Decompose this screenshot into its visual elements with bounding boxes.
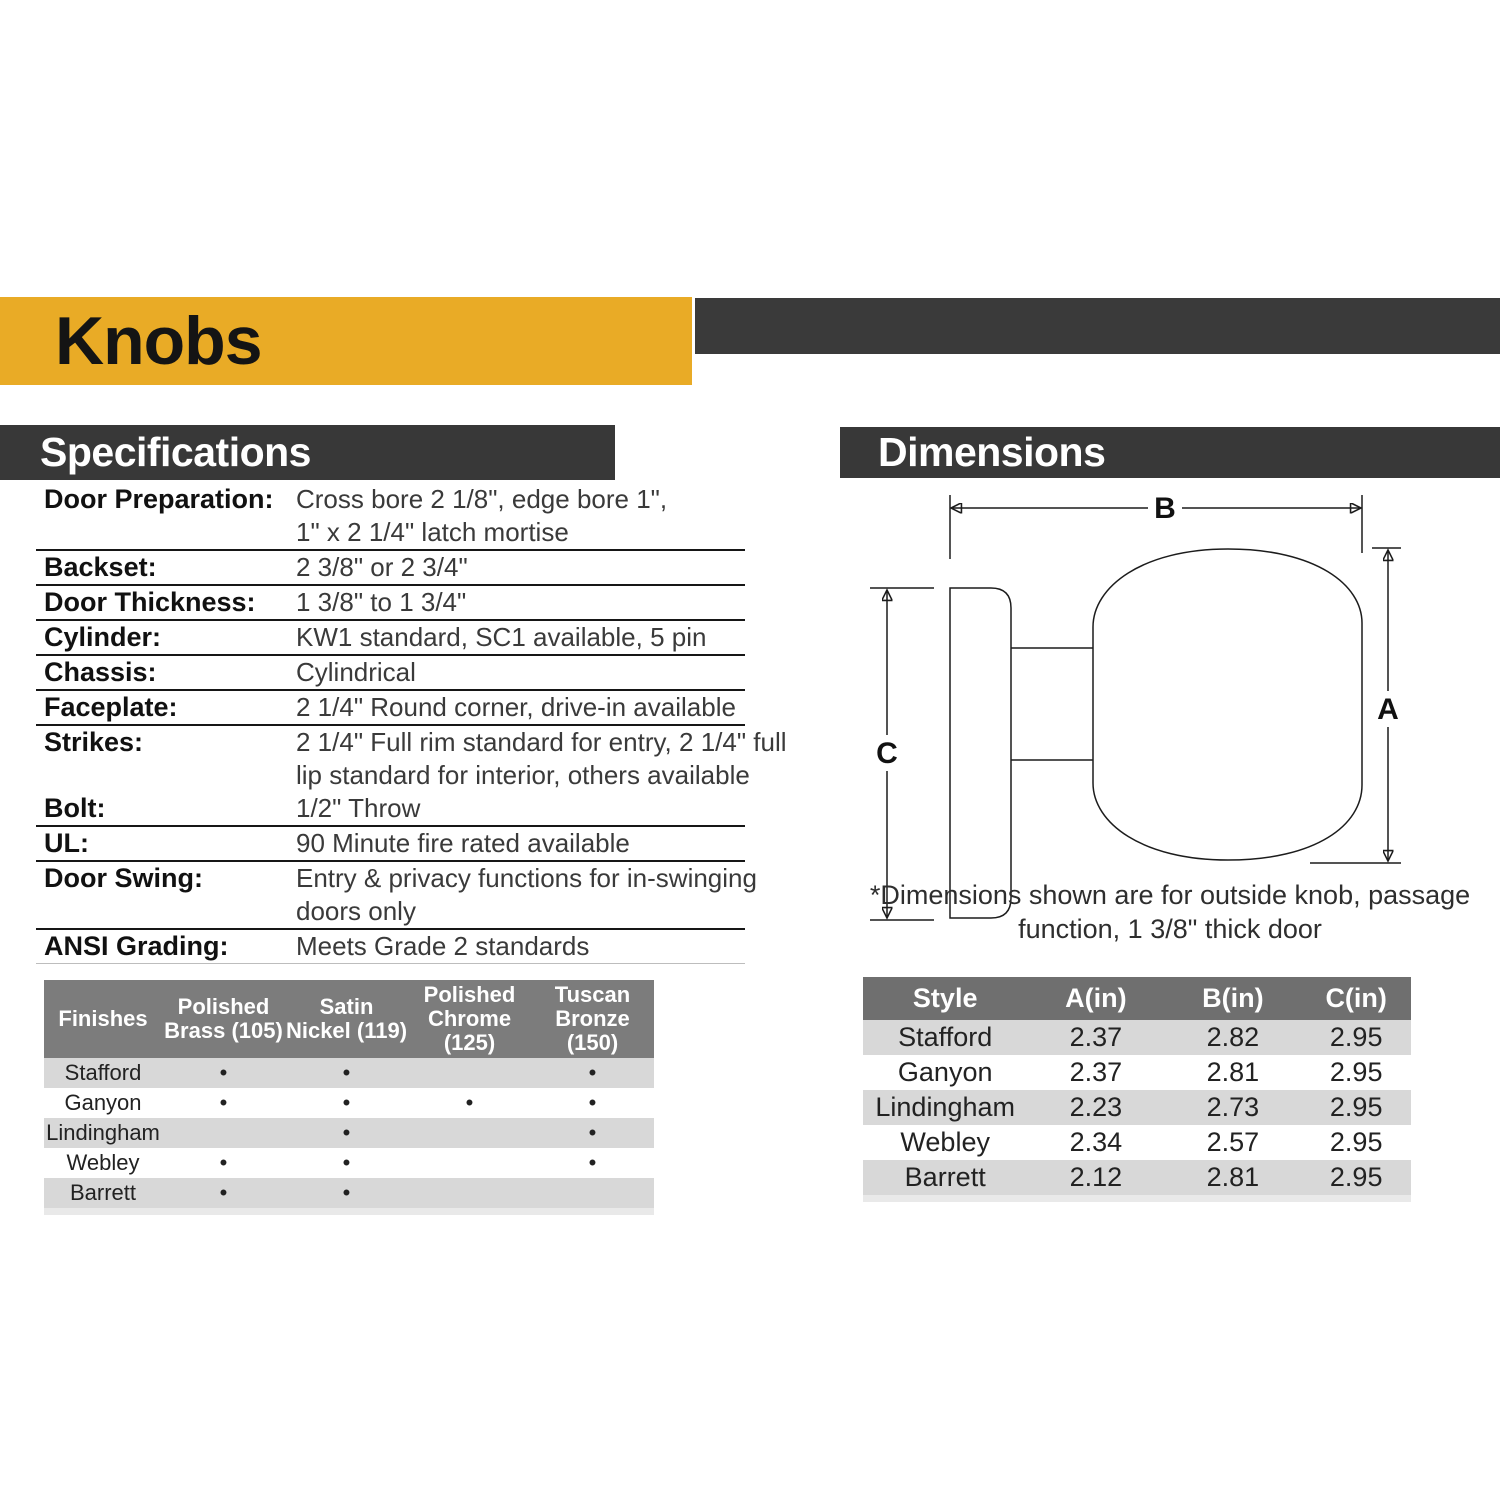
dim-c-value: 2.95 <box>1329 1127 1383 1157</box>
table-bottom-strip <box>44 1208 654 1215</box>
spec-row-chassis <box>36 656 745 691</box>
knobs-banner <box>0 297 692 385</box>
style-name: Barrett <box>69 1180 137 1205</box>
availability-dot: • <box>219 1060 228 1085</box>
availability-dot: • <box>342 1120 351 1145</box>
spec-value: Cylindrical <box>296 657 416 687</box>
dimensions-heading: Dimensions <box>878 429 1106 475</box>
availability-dot: • <box>465 1090 474 1115</box>
finishes-row-stafford <box>44 1058 654 1088</box>
style-name: Ganyon <box>64 1090 142 1115</box>
finishes-table-header <box>44 980 654 1058</box>
dim-b-value: 2.73 <box>1206 1092 1260 1122</box>
style-name: Lindingham <box>875 1092 1015 1122</box>
spec-value: 1 3/8" to 1 3/4" <box>296 587 467 617</box>
knob-rose-plate <box>950 588 1011 918</box>
dim-row-ganyon <box>863 1055 1411 1090</box>
dim-c-value: 2.95 <box>1329 1022 1383 1052</box>
dim-row-lindingham <box>863 1090 1411 1125</box>
availability-dot: • <box>588 1090 597 1115</box>
dim-a-value: 2.37 <box>1069 1022 1123 1052</box>
dim-a-value: 2.23 <box>1069 1092 1123 1122</box>
dim-col-header: B(in) <box>1202 983 1264 1013</box>
spec-row-faceplate <box>36 691 745 726</box>
spec-label: Door Thickness: <box>44 587 256 617</box>
spec-value: Cross bore 2 1/8", edge bore 1", <box>296 484 668 514</box>
spec-row-door-thickness <box>36 586 745 621</box>
dim-col-header: Style <box>912 983 978 1013</box>
knob-body <box>1093 549 1362 860</box>
style-name: Stafford <box>898 1022 993 1052</box>
finishes-col-header: Tuscan Bronze (150) <box>554 982 631 1055</box>
dim-b-value: 2.82 <box>1206 1022 1260 1052</box>
dim-row-webley <box>863 1125 1411 1160</box>
style-name: Stafford <box>64 1060 142 1085</box>
dimensions-caption <box>845 878 1495 946</box>
finishes-table <box>44 980 654 1215</box>
style-name: Webley <box>66 1150 140 1175</box>
spec-value: KW1 standard, SC1 available, 5 pin <box>296 622 707 652</box>
spec-value: 90 Minute fire rated available <box>296 828 630 858</box>
dimensions-table-header <box>863 977 1411 1020</box>
availability-dot: • <box>219 1150 228 1175</box>
dim-b-value: 2.57 <box>1206 1127 1260 1157</box>
dim-c-value: 2.95 <box>1329 1057 1383 1087</box>
finishes-col-header: Finishes <box>58 1006 148 1031</box>
spec-value: 2 1/4" Full rim standard for entry, 2 1/4" full <box>296 727 787 757</box>
availability-dot: • <box>342 1090 351 1115</box>
spec-row-strikes <box>36 726 787 792</box>
dim-a-value: 2.37 <box>1069 1057 1123 1087</box>
finishes-row-webley <box>44 1148 654 1178</box>
finishes-col-header: Polished Chrome (125) <box>423 982 516 1055</box>
availability-dot: • <box>588 1120 597 1145</box>
style-name: Barrett <box>904 1162 986 1192</box>
spec-label: Faceplate: <box>44 692 178 722</box>
page-title: Knobs <box>55 303 262 379</box>
spec-row-door-preparation <box>36 483 745 551</box>
availability-dot: • <box>588 1150 597 1175</box>
dim-label-c: C <box>876 737 898 770</box>
caption-line: function, 1 3/8" thick door <box>1018 914 1322 944</box>
dim-b-value: 2.81 <box>1206 1162 1260 1192</box>
spec-label: Chassis: <box>44 657 157 687</box>
spec-label: Door Swing: <box>44 863 203 893</box>
top-accent-bar <box>695 298 1500 354</box>
caption-line: *Dimensions shown are for outside knob, passage <box>869 880 1471 910</box>
spec-value: 2 3/8" or 2 3/4" <box>296 552 468 582</box>
spec-label: Door Preparation: <box>44 484 274 514</box>
specifications-list <box>36 483 787 964</box>
finishes-row-lindingham <box>44 1118 654 1148</box>
spec-value: 1/2" Throw <box>296 793 421 823</box>
table-bottom-strip <box>863 1195 1411 1202</box>
spec-row-door-swing <box>36 862 757 930</box>
availability-dot: • <box>219 1180 228 1205</box>
spec-row-ul <box>36 827 745 862</box>
spec-value: 2 1/4" Round corner, drive-in available <box>296 692 736 722</box>
spec-row-ansi-grading <box>36 930 745 964</box>
spec-label: Bolt: <box>44 793 106 823</box>
style-name: Lindingham <box>46 1120 160 1145</box>
dim-col-header: A(in) <box>1065 983 1127 1013</box>
spec-label: Backset: <box>44 552 157 582</box>
spec-value: lip standard for interior, others available <box>296 760 750 790</box>
dimensions-section-bar <box>840 427 1500 478</box>
spec-row-bolt <box>36 792 745 827</box>
finishes-col-header: Satin Nickel (119) <box>285 994 408 1043</box>
finishes-row-barrett <box>44 1178 654 1208</box>
availability-dot: • <box>342 1060 351 1085</box>
spec-value: Meets Grade 2 standards <box>296 931 590 961</box>
specifications-heading: Specifications <box>40 429 311 475</box>
dim-label-a: A <box>1377 693 1399 726</box>
spec-label: Cylinder: <box>44 622 162 652</box>
spec-row-backset <box>36 551 745 586</box>
dim-label-b: B <box>1154 495 1176 525</box>
spec-value: Entry & privacy functions for in-swinging <box>296 863 757 893</box>
dim-row-stafford <box>863 1020 1411 1055</box>
spec-value: 1" x 2 1/4" latch mortise <box>296 517 569 547</box>
style-name: Ganyon <box>897 1057 993 1087</box>
finishes-row-ganyon <box>44 1088 654 1118</box>
dim-b-value: 2.81 <box>1206 1057 1260 1087</box>
spec-label: UL: <box>44 828 89 858</box>
spec-row-cylinder <box>36 621 745 656</box>
availability-dot: • <box>342 1180 351 1205</box>
availability-dot: • <box>342 1150 351 1175</box>
dim-a-value: 2.34 <box>1069 1127 1123 1157</box>
dimensions-table <box>863 977 1411 1202</box>
spec-label: Strikes: <box>44 727 144 757</box>
availability-dot: • <box>219 1090 228 1115</box>
dim-a-value: 2.12 <box>1069 1162 1123 1192</box>
availability-dot: • <box>588 1060 597 1085</box>
specifications-section-bar <box>0 425 615 480</box>
dim-row-barrett <box>863 1160 1411 1195</box>
dim-c-value: 2.95 <box>1329 1092 1383 1122</box>
style-name: Webley <box>900 1127 990 1157</box>
finishes-col-header: Polished Brass (105) <box>164 994 283 1043</box>
dim-col-header: C(in) <box>1325 983 1387 1013</box>
dim-c-value: 2.95 <box>1329 1162 1383 1192</box>
spec-label: ANSI Grading: <box>44 931 229 961</box>
spec-value: doors only <box>296 896 416 926</box>
